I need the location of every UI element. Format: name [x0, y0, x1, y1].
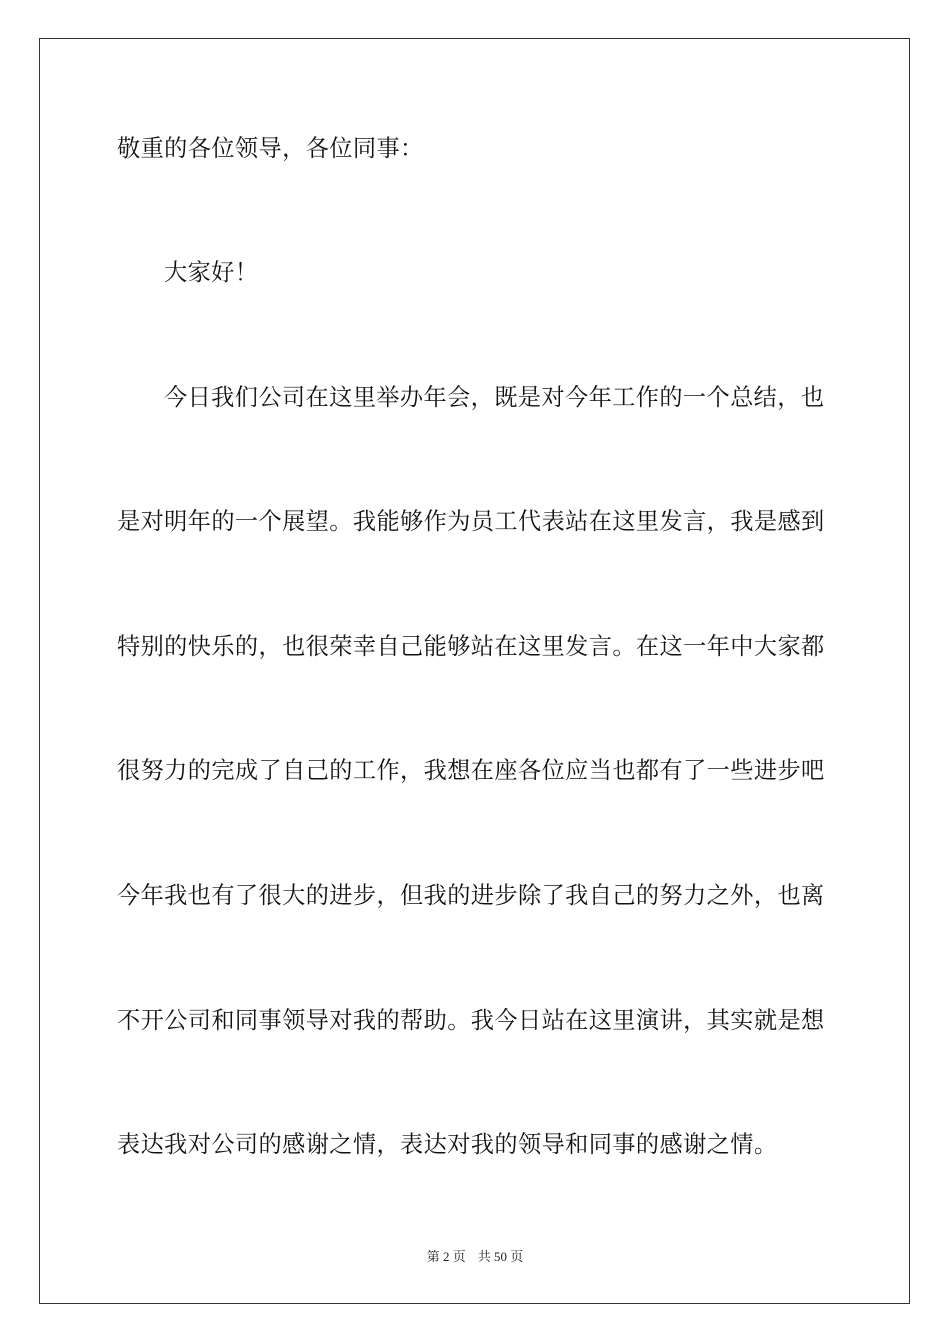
body-line-2: 是对明年的一个展望。我能够作为员工代表站在这里发言，我是感到	[117, 508, 825, 535]
body-line-5: 今年我也有了很大的进步，但我的进步除了我自己的努力之外，也离	[117, 882, 825, 909]
page-total: 共 50 页	[477, 1249, 524, 1264]
page-footer	[0, 1246, 950, 1265]
body-line-4: 很努力的完成了自己的工作，我想在座各位应当也都有了一些进步吧	[117, 757, 825, 784]
body-line-1: 今日我们公司在这里举办年会，既是对今年工作的一个总结，也	[164, 384, 825, 411]
greeting-line: 大家好！	[164, 259, 259, 286]
salutation-line: 敬重的各位领导，各位同事：	[117, 135, 424, 162]
body-line-7: 表达我对公司的感谢之情，表达对我的领导和同事的感谢之情。	[117, 1131, 778, 1158]
page-number: 第 2 页	[426, 1249, 466, 1264]
body-line-3: 特别的快乐的，也很荣幸自己能够站在这里发言。在这一年中大家都	[117, 633, 825, 660]
page-border	[39, 38, 910, 1304]
body-line-6: 不开公司和同事领导对我的帮助。我今日站在这里演讲，其实就是想	[117, 1007, 825, 1034]
